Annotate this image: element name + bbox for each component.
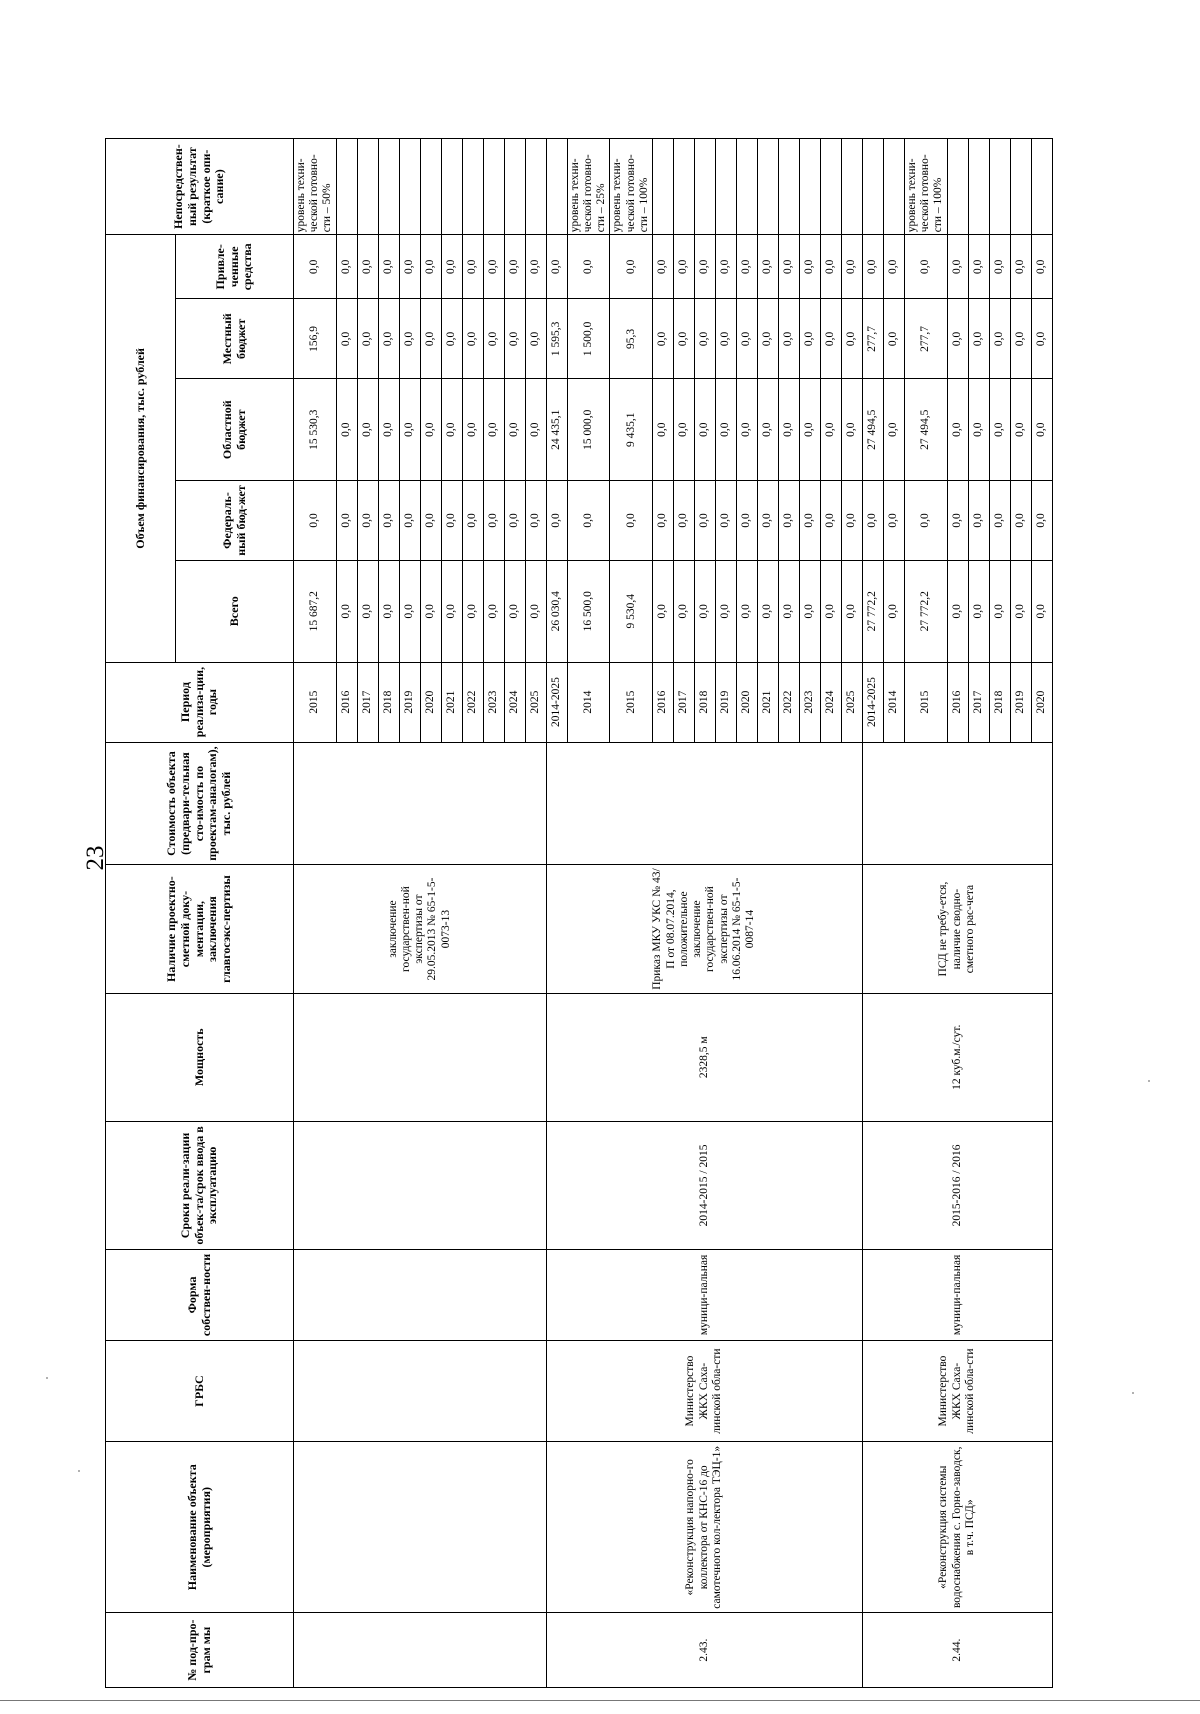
cell-form: муници-пальная bbox=[862, 1250, 1052, 1341]
cell-total: 0,0 bbox=[441, 561, 462, 662]
cell-cost bbox=[862, 742, 1052, 865]
scan-speck bbox=[1148, 1080, 1150, 1082]
cell-result: уровень техни-ческой готовно-сти – 100% bbox=[904, 139, 947, 235]
col-header-power: Мощность bbox=[106, 993, 294, 1121]
cell-result bbox=[652, 139, 673, 235]
cell-terms bbox=[294, 1121, 547, 1249]
cell-federal: 0,0 bbox=[294, 480, 337, 560]
cell-period: 2018 bbox=[378, 662, 399, 742]
cell-attracted: 0,0 bbox=[610, 235, 653, 299]
cell-local: 0,0 bbox=[420, 299, 441, 379]
cell-period: 2020 bbox=[736, 662, 757, 742]
cell-federal: 0,0 bbox=[736, 480, 757, 560]
cell-result bbox=[736, 139, 757, 235]
cell-power bbox=[294, 993, 547, 1121]
cell-total: 0,0 bbox=[399, 561, 420, 662]
cell-attracted: 0,0 bbox=[357, 235, 378, 299]
cell-result bbox=[989, 139, 1010, 235]
cell-result bbox=[399, 139, 420, 235]
cell-regional: 0,0 bbox=[883, 379, 904, 480]
cell-total: 0,0 bbox=[378, 561, 399, 662]
cell-local: 95,3 bbox=[610, 299, 653, 379]
cell-attracted: 0,0 bbox=[904, 235, 947, 299]
cell-federal: 0,0 bbox=[441, 480, 462, 560]
cell-total: 27 772,2 bbox=[904, 561, 947, 662]
cell-regional: 0,0 bbox=[483, 379, 504, 480]
cell-federal: 0,0 bbox=[652, 480, 673, 560]
cell-period: 2024 bbox=[820, 662, 841, 742]
cell-local: 0,0 bbox=[799, 299, 820, 379]
cell-federal: 0,0 bbox=[546, 480, 567, 560]
cell-result bbox=[862, 139, 883, 235]
cell-regional: 0,0 bbox=[968, 379, 989, 480]
cell-total: 0,0 bbox=[989, 561, 1010, 662]
cell-period: 2019 bbox=[715, 662, 736, 742]
cell-total: 0,0 bbox=[483, 561, 504, 662]
cell-local: 0,0 bbox=[883, 299, 904, 379]
cell-name bbox=[294, 1442, 547, 1613]
cell-result bbox=[799, 139, 820, 235]
cell-federal: 0,0 bbox=[968, 480, 989, 560]
cell-period: 2022 bbox=[462, 662, 483, 742]
cell-period: 2022 bbox=[778, 662, 799, 742]
cell-attracted: 0,0 bbox=[504, 235, 525, 299]
cell-num: 2.44. bbox=[862, 1613, 1052, 1688]
cell-regional: 0,0 bbox=[989, 379, 1010, 480]
cell-regional: 0,0 bbox=[1010, 379, 1031, 480]
cell-attracted: 0,0 bbox=[841, 235, 862, 299]
cell-federal: 0,0 bbox=[694, 480, 715, 560]
cell-result bbox=[504, 139, 525, 235]
cell-total: 0,0 bbox=[652, 561, 673, 662]
cell-result bbox=[968, 139, 989, 235]
cell-total: 26 030,4 bbox=[546, 561, 567, 662]
cell-psd: заключение государствен-ной экспертизы от 29.05.2013 № 65-1-5-0073-13 bbox=[294, 865, 547, 993]
cell-attracted: 0,0 bbox=[883, 235, 904, 299]
table-row bbox=[294, 139, 337, 1688]
cell-local: 0,0 bbox=[441, 299, 462, 379]
cell-period: 2023 bbox=[483, 662, 504, 742]
cell-name: «Реконструкция напорно-го коллектора от КНС-16 до самотечного кол-лектора ТЭЦ-1» bbox=[546, 1442, 862, 1613]
cell-federal: 0,0 bbox=[1031, 480, 1052, 560]
cell-total: 0,0 bbox=[336, 561, 357, 662]
cell-result: уровень техни-ческой готовно-сти – 25% bbox=[567, 139, 610, 235]
cell-result bbox=[757, 139, 778, 235]
cell-regional: 0,0 bbox=[799, 379, 820, 480]
cell-total: 16 500,0 bbox=[567, 561, 610, 662]
cell-regional: 0,0 bbox=[715, 379, 736, 480]
cell-attracted: 0,0 bbox=[736, 235, 757, 299]
cell-result bbox=[841, 139, 862, 235]
cell-power: 2328,5 м bbox=[546, 993, 862, 1121]
cell-local: 0,0 bbox=[483, 299, 504, 379]
cell-result bbox=[378, 139, 399, 235]
cell-total: 0,0 bbox=[673, 561, 694, 662]
cell-total: 0,0 bbox=[820, 561, 841, 662]
col-header-psd: Наличие проектно-сметной доку-ментации, заключения главгосэкс-пертизы bbox=[106, 865, 294, 993]
cell-attracted: 0,0 bbox=[947, 235, 968, 299]
cell-total: 0,0 bbox=[1010, 561, 1031, 662]
cell-regional: 0,0 bbox=[525, 379, 546, 480]
cell-regional: 0,0 bbox=[673, 379, 694, 480]
cell-attracted: 0,0 bbox=[799, 235, 820, 299]
cell-total: 0,0 bbox=[799, 561, 820, 662]
cell-regional: 0,0 bbox=[736, 379, 757, 480]
cell-local: 1 500,0 bbox=[567, 299, 610, 379]
cell-local: 0,0 bbox=[947, 299, 968, 379]
cell-federal: 0,0 bbox=[778, 480, 799, 560]
cell-federal: 0,0 bbox=[883, 480, 904, 560]
cell-regional: 0,0 bbox=[420, 379, 441, 480]
cell-federal: 0,0 bbox=[1010, 480, 1031, 560]
cell-regional: 15 530,3 bbox=[294, 379, 337, 480]
cell-period: 2021 bbox=[441, 662, 462, 742]
cell-local: 0,0 bbox=[504, 299, 525, 379]
cell-federal: 0,0 bbox=[715, 480, 736, 560]
cell-period: 2016 bbox=[947, 662, 968, 742]
col-header-form: Форма собствен-ности bbox=[106, 1250, 294, 1341]
cell-num bbox=[294, 1613, 547, 1688]
cell-local: 277,7 bbox=[862, 299, 883, 379]
cell-total: 0,0 bbox=[525, 561, 546, 662]
cell-federal: 0,0 bbox=[399, 480, 420, 560]
cell-result: уровень техни-ческой готовно-сти – 50% bbox=[294, 139, 337, 235]
cell-regional: 15 000,0 bbox=[567, 379, 610, 480]
cell-total: 0,0 bbox=[883, 561, 904, 662]
cell-cost bbox=[546, 742, 862, 865]
col-header-attracted: Привле-ченные средства bbox=[176, 235, 294, 299]
cell-federal: 0,0 bbox=[420, 480, 441, 560]
cell-local: 156,9 bbox=[294, 299, 337, 379]
cell-local: 0,0 bbox=[378, 299, 399, 379]
cell-power: 12 куб.м./сут. bbox=[862, 993, 1052, 1121]
cell-period: 2025 bbox=[525, 662, 546, 742]
scan-speck bbox=[78, 1470, 80, 1472]
cell-num: 2.43. bbox=[546, 1613, 862, 1688]
cell-period: 2017 bbox=[673, 662, 694, 742]
cell-attracted: 0,0 bbox=[462, 235, 483, 299]
table-body bbox=[294, 139, 1053, 1688]
cell-result bbox=[483, 139, 504, 235]
cell-psd: Приказ МКУ УКС № 43/П от 08.07.2014, положительное заключение государствен-ной экспертизы от 16.06.2014 № 65-1-5-0087-14 bbox=[546, 865, 862, 993]
cell-attracted: 0,0 bbox=[525, 235, 546, 299]
cell-period: 2016 bbox=[652, 662, 673, 742]
cell-result bbox=[694, 139, 715, 235]
col-header-grbs: ГРБС bbox=[106, 1340, 294, 1441]
cell-terms: 2015-2016 / 2016 bbox=[862, 1121, 1052, 1249]
cell-period: 2015 bbox=[294, 662, 337, 742]
cell-local: 0,0 bbox=[715, 299, 736, 379]
cell-attracted: 0,0 bbox=[757, 235, 778, 299]
cell-attracted: 0,0 bbox=[441, 235, 462, 299]
cell-regional: 9 435,1 bbox=[610, 379, 653, 480]
cell-regional: 24 435,1 bbox=[546, 379, 567, 480]
col-header-federal: Федераль-ный бюд-жет bbox=[176, 480, 294, 560]
cell-total: 0,0 bbox=[947, 561, 968, 662]
cell-form: муници-пальная bbox=[546, 1250, 862, 1341]
cell-federal: 0,0 bbox=[610, 480, 653, 560]
cell-local: 0,0 bbox=[841, 299, 862, 379]
cell-federal: 0,0 bbox=[799, 480, 820, 560]
cell-period: 2018 bbox=[694, 662, 715, 742]
col-header-period: Период реализа-ции, годы bbox=[106, 662, 294, 742]
col-header-funding: Объем финансирования, тыс. рублей bbox=[106, 235, 176, 662]
cell-regional: 0,0 bbox=[378, 379, 399, 480]
cell-federal: 0,0 bbox=[357, 480, 378, 560]
cell-federal: 0,0 bbox=[841, 480, 862, 560]
cell-attracted: 0,0 bbox=[546, 235, 567, 299]
cell-result bbox=[947, 139, 968, 235]
cell-regional: 0,0 bbox=[820, 379, 841, 480]
cell-local: 0,0 bbox=[1010, 299, 1031, 379]
cell-period: 2014-2025 bbox=[862, 662, 883, 742]
col-header-total: Всего bbox=[176, 561, 294, 662]
cell-attracted: 0,0 bbox=[694, 235, 715, 299]
cell-regional: 0,0 bbox=[757, 379, 778, 480]
cell-total: 0,0 bbox=[357, 561, 378, 662]
cell-cost bbox=[294, 742, 547, 865]
cell-total: 0,0 bbox=[420, 561, 441, 662]
cell-period: 2025 bbox=[841, 662, 862, 742]
cell-local: 277,7 bbox=[904, 299, 947, 379]
cell-local: 0,0 bbox=[694, 299, 715, 379]
cell-attracted: 0,0 bbox=[483, 235, 504, 299]
table-row bbox=[862, 139, 883, 1688]
cell-regional: 0,0 bbox=[504, 379, 525, 480]
cell-result bbox=[525, 139, 546, 235]
cell-local: 0,0 bbox=[1031, 299, 1052, 379]
cell-regional: 0,0 bbox=[652, 379, 673, 480]
cell-regional: 0,0 bbox=[336, 379, 357, 480]
cell-attracted: 0,0 bbox=[862, 235, 883, 299]
cell-period: 2017 bbox=[357, 662, 378, 742]
cell-local: 0,0 bbox=[336, 299, 357, 379]
cell-total: 27 772,2 bbox=[862, 561, 883, 662]
cell-attracted: 0,0 bbox=[652, 235, 673, 299]
cell-local: 0,0 bbox=[652, 299, 673, 379]
cell-attracted: 0,0 bbox=[567, 235, 610, 299]
cell-period: 2020 bbox=[420, 662, 441, 742]
cell-result bbox=[883, 139, 904, 235]
col-header-result: Непосредствен-ный результат (краткое опи-сание) bbox=[106, 139, 294, 235]
cell-total: 0,0 bbox=[715, 561, 736, 662]
cell-federal: 0,0 bbox=[462, 480, 483, 560]
rotated-document bbox=[105, 138, 1197, 1688]
cell-result bbox=[462, 139, 483, 235]
cell-period: 2024 bbox=[504, 662, 525, 742]
cell-federal: 0,0 bbox=[673, 480, 694, 560]
cell-regional: 0,0 bbox=[357, 379, 378, 480]
cell-local: 0,0 bbox=[820, 299, 841, 379]
cell-period: 2020 bbox=[1031, 662, 1052, 742]
cell-local: 0,0 bbox=[357, 299, 378, 379]
cell-period: 2016 bbox=[336, 662, 357, 742]
cell-total: 0,0 bbox=[694, 561, 715, 662]
cell-federal: 0,0 bbox=[904, 480, 947, 560]
col-header-regional: Областной бюджет bbox=[176, 379, 294, 480]
cell-attracted: 0,0 bbox=[399, 235, 420, 299]
cell-federal: 0,0 bbox=[757, 480, 778, 560]
cell-local: 0,0 bbox=[462, 299, 483, 379]
funding-table bbox=[105, 138, 1053, 1688]
cell-period: 2014 bbox=[567, 662, 610, 742]
cell-federal: 0,0 bbox=[567, 480, 610, 560]
cell-form bbox=[294, 1250, 547, 1341]
cell-regional: 0,0 bbox=[778, 379, 799, 480]
cell-total: 0,0 bbox=[778, 561, 799, 662]
cell-federal: 0,0 bbox=[336, 480, 357, 560]
cell-total: 0,0 bbox=[841, 561, 862, 662]
cell-psd: ПСД не требу-ется, наличие сводно-сметного рас-чета bbox=[862, 865, 1052, 993]
cell-local: 0,0 bbox=[673, 299, 694, 379]
col-header-name: Наименование объекта (мероприятия) bbox=[106, 1442, 294, 1613]
col-header-num: № под-про-грам мы bbox=[106, 1613, 294, 1688]
cell-local: 0,0 bbox=[736, 299, 757, 379]
cell-local: 0,0 bbox=[757, 299, 778, 379]
cell-total: 0,0 bbox=[1031, 561, 1052, 662]
col-header-terms: Сроки реали-зации объек-та/срок ввода в эксплуатацию bbox=[106, 1121, 294, 1249]
cell-federal: 0,0 bbox=[989, 480, 1010, 560]
cell-name: «Реконструкция системы водоснабжения с. Горно-заводск, в т.ч. ПСД» bbox=[862, 1442, 1052, 1613]
cell-period: 2015 bbox=[904, 662, 947, 742]
cell-federal: 0,0 bbox=[525, 480, 546, 560]
cell-regional: 27 494,5 bbox=[904, 379, 947, 480]
cell-result bbox=[1031, 139, 1052, 235]
cell-result bbox=[546, 139, 567, 235]
cell-federal: 0,0 bbox=[947, 480, 968, 560]
cell-attracted: 0,0 bbox=[989, 235, 1010, 299]
cell-total: 15 687,2 bbox=[294, 561, 337, 662]
cell-federal: 0,0 bbox=[820, 480, 841, 560]
cell-regional: 0,0 bbox=[841, 379, 862, 480]
cell-total: 0,0 bbox=[462, 561, 483, 662]
col-header-local: Местный бюджет bbox=[176, 299, 294, 379]
cell-local: 0,0 bbox=[968, 299, 989, 379]
cell-local: 1 595,3 bbox=[546, 299, 567, 379]
table-row bbox=[546, 139, 567, 1688]
cell-total: 9 530,4 bbox=[610, 561, 653, 662]
cell-period: 2014 bbox=[883, 662, 904, 742]
table-header bbox=[106, 139, 294, 1688]
cell-local: 0,0 bbox=[399, 299, 420, 379]
cell-result bbox=[336, 139, 357, 235]
cell-result bbox=[673, 139, 694, 235]
cell-attracted: 0,0 bbox=[673, 235, 694, 299]
cell-federal: 0,0 bbox=[862, 480, 883, 560]
cell-attracted: 0,0 bbox=[778, 235, 799, 299]
cell-period: 2023 bbox=[799, 662, 820, 742]
cell-period: 2019 bbox=[399, 662, 420, 742]
cell-result bbox=[778, 139, 799, 235]
cell-period: 2019 bbox=[1010, 662, 1031, 742]
cell-result bbox=[420, 139, 441, 235]
cell-attracted: 0,0 bbox=[336, 235, 357, 299]
cell-local: 0,0 bbox=[989, 299, 1010, 379]
cell-regional: 0,0 bbox=[399, 379, 420, 480]
cell-regional: 0,0 bbox=[462, 379, 483, 480]
cell-total: 0,0 bbox=[968, 561, 989, 662]
cell-result bbox=[715, 139, 736, 235]
cell-local: 0,0 bbox=[525, 299, 546, 379]
cell-period: 2018 bbox=[989, 662, 1010, 742]
col-header-cost: Стоимость объекта (предвари-тельная сто-имость по проектам-аналогам), тыс. рублей bbox=[106, 742, 294, 865]
cell-result bbox=[1010, 139, 1031, 235]
cell-attracted: 0,0 bbox=[378, 235, 399, 299]
cell-result: уровень техни-ческой готовно-сти – 100% bbox=[610, 139, 653, 235]
cell-attracted: 0,0 bbox=[968, 235, 989, 299]
cell-result bbox=[820, 139, 841, 235]
cell-grbs: Министерство ЖКХ Саха-линской обла-сти bbox=[862, 1340, 1052, 1441]
cell-period: 2014-2025 bbox=[546, 662, 567, 742]
scan-bottom-edge bbox=[0, 1700, 1200, 1701]
cell-total: 0,0 bbox=[757, 561, 778, 662]
cell-result bbox=[441, 139, 462, 235]
cell-attracted: 0,0 bbox=[820, 235, 841, 299]
cell-period: 2021 bbox=[757, 662, 778, 742]
cell-local: 0,0 bbox=[778, 299, 799, 379]
cell-grbs bbox=[294, 1340, 547, 1441]
cell-terms: 2014-2015 / 2015 bbox=[546, 1121, 862, 1249]
cell-regional: 0,0 bbox=[441, 379, 462, 480]
page-number: 23 bbox=[82, 845, 109, 871]
cell-attracted: 0,0 bbox=[715, 235, 736, 299]
scan-speck bbox=[1132, 1392, 1134, 1394]
cell-federal: 0,0 bbox=[378, 480, 399, 560]
cell-regional: 0,0 bbox=[694, 379, 715, 480]
cell-attracted: 0,0 bbox=[420, 235, 441, 299]
cell-regional: 0,0 bbox=[947, 379, 968, 480]
cell-period: 2015 bbox=[610, 662, 653, 742]
cell-period: 2017 bbox=[968, 662, 989, 742]
cell-total: 0,0 bbox=[736, 561, 757, 662]
cell-regional: 0,0 bbox=[1031, 379, 1052, 480]
cell-federal: 0,0 bbox=[483, 480, 504, 560]
cell-attracted: 0,0 bbox=[294, 235, 337, 299]
scan-speck bbox=[46, 1377, 48, 1379]
cell-result bbox=[357, 139, 378, 235]
cell-attracted: 0,0 bbox=[1010, 235, 1031, 299]
cell-attracted: 0,0 bbox=[1031, 235, 1052, 299]
cell-federal: 0,0 bbox=[504, 480, 525, 560]
cell-regional: 27 494,5 bbox=[862, 379, 883, 480]
cell-grbs: Министерство ЖКХ Саха-линской обла-сти bbox=[546, 1340, 862, 1441]
cell-total: 0,0 bbox=[504, 561, 525, 662]
